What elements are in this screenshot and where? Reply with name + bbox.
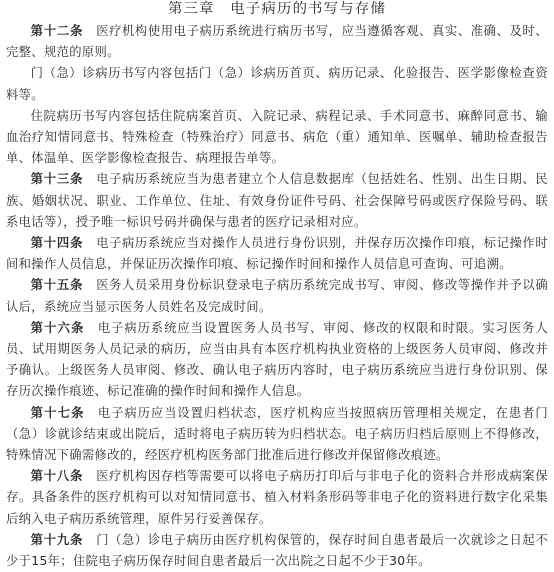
paragraph-article-19	[6, 530, 548, 572]
paragraph-article-16	[6, 318, 548, 403]
paragraph-article-12	[6, 21, 548, 63]
article-label: 第十七条	[30, 405, 85, 420]
paragraph-article-17	[6, 403, 548, 467]
article-text: 门（急）诊病历书写内容包括门（急）诊病历首页、病历记录、化验报告、医学影像检查资料等。	[6, 66, 548, 102]
article-text: 医疗机构使用电子病历系统进行病历书写，应当遵循客观、真实、准确、及时、完整、规范的原则。	[6, 24, 548, 60]
paragraph-inpatient-content	[6, 106, 548, 170]
article-text: 电子病历应当设置归档状态，医疗机构应当按照病历管理相关规定，在患者门（急）诊就诊结束或出院后，适时将电子病历转为归档状态。电子病历归档后原则上不得修改，特殊情况下确需修改的，经医疗机构医务部门批准后进行修改并保留修改痕迹。	[6, 405, 548, 463]
article-label: 第十二条	[30, 24, 84, 38]
article-text: 门（急）诊电子病历由医疗机构保管的，保存时间自患者最后一次就诊之日起不少于15年；住院电子病历保存时间自患者最后一次出院之日起不少于30年。	[6, 532, 548, 569]
article-label: 第十五条	[30, 278, 84, 293]
paragraph-article-15	[6, 275, 548, 317]
paragraph-outpatient-content	[6, 63, 548, 105]
article-text: 电子病历系统应当设置医务人员书写、审阅、修改的权限和时限。实习医务人员、试用期医务人员记录的病历，应当由具有本医疗机构执业资格的上级医务人员审阅、修改并予确认。上级医务人员审阅、修改、确认电子病历内容时，电子病历系统应当进行身份识别、保存历次操作痕迹、标记准确的操作时间和操作人信息。	[6, 320, 548, 399]
article-label: 第十九条	[30, 532, 84, 547]
article-label: 第十六条	[30, 320, 85, 335]
paragraph-article-13	[6, 169, 548, 233]
article-label: 第十四条	[30, 236, 84, 251]
article-text: 电子病历系统应当为患者建立个人信息数据库（包括姓名、性别、出生日期、民族、婚姻状况、职业、工作单位、住址、有效身份证件号码、社会保障号码或医疗保险号码、联系电话等），授予唯一标识号码并确保与患者的医疗记录相对应。	[6, 172, 548, 229]
article-text: 电子病历系统应当对操作人员进行身份识别，并保存历次操作印痕，标记操作时间和操作人员信息，并保证历次操作印痕、标记操作时间和操作人员信息可查询、可追溯。	[6, 236, 548, 272]
paragraph-article-18	[6, 466, 548, 530]
article-text: 医疗机构因存档等需要可以将电子病历打印后与非电子化的资料合并形成病案保存。具备条件的医疗机构可以对知情同意书、植入材料条形码等非电子化的资料进行数字化采集后纳入电子病历系统管理，原件另行妥善保存。	[6, 469, 548, 526]
article-text: 医务人员采用身份标识登录电子病历系统完成书写、审阅、修改等操作并予以确认后，系统应当显示医务人员姓名及完成时间。	[6, 278, 548, 314]
article-text: 住院病历书写内容包括住院病案首页、入院记录、病程记录、手术同意书、麻醉同意书、输血治疗知情同意书、特殊检查（特殊治疗）同意书、病危（重）通知单、医嘱单、辅助检查报告单、体温单、医学影像检查报告、病理报告单等。	[6, 108, 548, 166]
article-label: 第十八条	[30, 469, 84, 484]
paragraph-article-14	[6, 233, 548, 275]
chapter-title: 第三章 电子病历的书写与存储	[167, 1, 387, 17]
article-label: 第十三条	[30, 172, 84, 187]
